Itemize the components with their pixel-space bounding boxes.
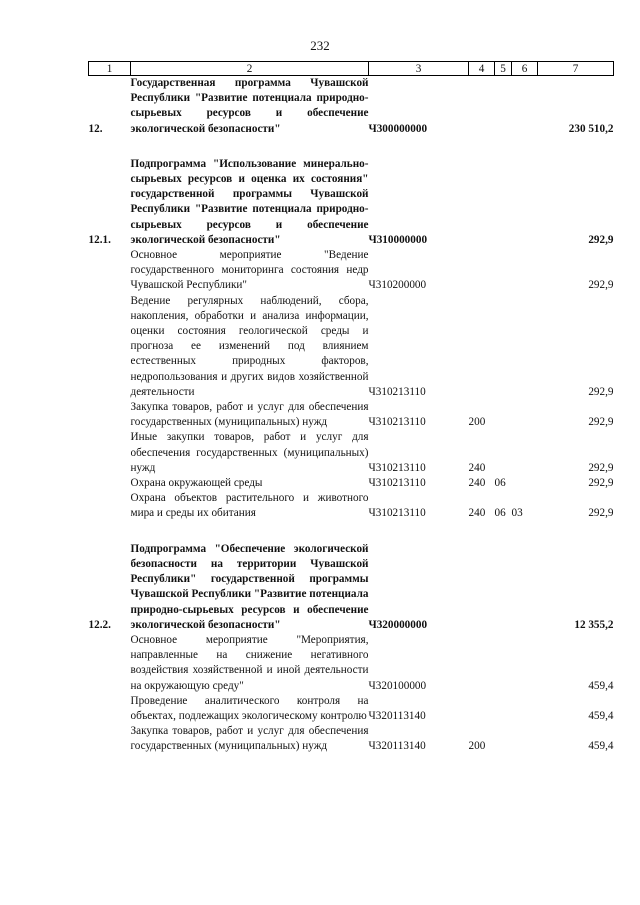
section-code: 06: [494, 477, 506, 490]
section-code: [495, 294, 512, 400]
row-description: Закупка товаров, работ и услуг для обеспечения государственных (муниципальных) нужд: [130, 401, 369, 429]
row-amount: 292,9: [588, 477, 614, 490]
row-description: Ведение регулярных наблюдений, сбора, накопления, обработки и анализа информации, оценки состояния геологической среды и прогноза ее изменений под влиянием естественных природных факторов, недропользования и других видов хозяйственной деятельности: [130, 294, 369, 398]
row-amount: 12 355,2: [574, 618, 614, 631]
table-row: [89, 157, 614, 248]
row-number: 12.1.: [88, 233, 111, 246]
column-number-header: [89, 62, 614, 76]
row-description: Охрана окружающей среды: [130, 477, 263, 490]
expense-type-code: [469, 633, 495, 694]
section-code: [495, 400, 512, 430]
row-amount: 292,9: [588, 279, 614, 292]
expense-type-code: 200: [468, 740, 486, 753]
row-number: 12.2.: [88, 618, 111, 631]
expense-type-code: [469, 76, 495, 137]
section-code: [495, 76, 512, 137]
target-article-code: Ч320113140: [368, 740, 426, 753]
row-description: Основное мероприятие "Ведение государственного мониторинга состояния недр Чувашской Республики": [130, 249, 369, 292]
target-article-code: Ч310213110: [368, 477, 426, 490]
table-row: [89, 294, 614, 400]
target-article-code: Ч310213110: [368, 507, 426, 520]
section-code: [495, 694, 512, 724]
row-amount: 292,9: [588, 416, 614, 429]
expense-type-code: 200: [468, 416, 486, 429]
table-row: [89, 724, 614, 754]
expense-type-code: [469, 542, 495, 633]
table-row: [89, 476, 614, 491]
row-amount: 292,9: [588, 233, 614, 246]
expense-type-code: [469, 248, 495, 294]
column-header: 1: [89, 62, 131, 76]
subsection-code: [512, 724, 538, 754]
table-row: [89, 491, 614, 521]
subsection-code: [512, 400, 538, 430]
row-amount: 230 510,2: [568, 122, 614, 135]
subsection-code: [512, 633, 538, 694]
budget-table: [88, 61, 614, 755]
target-article-code: Ч310000000: [368, 233, 428, 246]
row-description: Охрана объектов растительного и животного мира и среды их обитания: [130, 492, 369, 520]
expense-type-code: 240: [468, 507, 486, 520]
column-header: 6: [512, 62, 538, 76]
section-code: [495, 248, 512, 294]
section-code: 06: [494, 507, 506, 520]
table-row: [89, 633, 614, 694]
row-number: [89, 294, 131, 400]
target-article-code: Ч310200000: [368, 279, 427, 292]
row-amount: 292,9: [588, 461, 614, 474]
section-code: [495, 724, 512, 754]
row-number: [89, 633, 131, 694]
section-code: [495, 542, 512, 633]
row-number: [89, 430, 131, 476]
row-description: Подпрограмма "Обеспечение экологической безопасности на территории Чувашской Республики" государственной программы Чувашской Республики "Развитие потенциала природно-сырьевых ресурсов и обеспечение экологической безопасности": [130, 542, 369, 631]
column-header: 7: [538, 62, 614, 76]
row-number: [89, 491, 131, 521]
target-article-code: Ч320100000: [368, 679, 427, 692]
subsection-code: 03: [511, 507, 523, 520]
column-header: 4: [469, 62, 495, 76]
table-row: [89, 400, 614, 430]
row-description: Иные закупки товаров, работ и услуг для обеспечения государственных (муниципальных) нужд: [130, 431, 369, 474]
column-header: 3: [369, 62, 469, 76]
row-description: Государственная программа Чувашской Республики "Развитие потенциала природно-сырьевых ресурсов и обеспечение экологической безопасности": [130, 77, 369, 135]
row-description: Подпрограмма "Использование минерально-сырьевых ресурсов и оценка их состояния" государственной программы Чувашской Республики "Развитие потенциала природно-сырьевых ресурсов и обеспечение экологической безопасности": [130, 157, 369, 246]
expense-type-code: [469, 694, 495, 724]
row-number: [89, 248, 131, 294]
table-row: [89, 248, 614, 294]
subsection-code: [512, 248, 538, 294]
subsection-code: [512, 476, 538, 491]
table-row: [89, 694, 614, 724]
column-header: 2: [131, 62, 369, 76]
row-number: [89, 400, 131, 430]
row-description: Проведение аналитического контроля на объектах, подлежащих экологическому контролю: [130, 694, 369, 722]
table-row: [89, 76, 614, 137]
subsection-code: [512, 542, 538, 633]
table-row: [89, 542, 614, 633]
row-amount: 459,4: [588, 740, 614, 753]
expense-type-code: [469, 157, 495, 248]
column-header: 5: [495, 62, 512, 76]
target-article-code: Ч320113140: [368, 709, 426, 722]
row-amount: 292,9: [588, 507, 614, 520]
row-amount: 459,4: [588, 709, 614, 722]
row-description: Основное мероприятие "Мероприятия, направленные на снижение негативного воздействия хозяйственной и иной деятельности на окружающую среду": [130, 633, 369, 692]
row-description: Закупка товаров, работ и услуг для обеспечения государственных (муниципальных) нужд: [130, 725, 369, 753]
section-code: [495, 157, 512, 248]
expense-type-code: 240: [468, 461, 486, 474]
row-number: 12.: [88, 122, 103, 135]
subsection-code: [512, 294, 538, 400]
row-amount: 292,9: [588, 385, 614, 398]
subsection-code: [512, 76, 538, 137]
subsection-code: [512, 157, 538, 248]
row-amount: 459,4: [588, 679, 614, 692]
target-article-code: Ч300000000: [368, 122, 428, 135]
row-number: [89, 694, 131, 724]
section-code: [495, 430, 512, 476]
subsection-code: [512, 694, 538, 724]
target-article-code: Ч310213110: [368, 461, 426, 474]
row-spacer: [89, 522, 614, 542]
table-row: [89, 430, 614, 476]
section-code: [495, 633, 512, 694]
expense-type-code: 240: [468, 477, 486, 490]
target-article-code: Ч310213110: [368, 385, 426, 398]
row-number: [89, 476, 131, 491]
row-number: [89, 724, 131, 754]
target-article-code: Ч310213110: [368, 416, 426, 429]
subsection-code: [512, 430, 538, 476]
row-spacer: [89, 137, 614, 157]
page-number: 232: [310, 38, 330, 53]
expense-type-code: [469, 294, 495, 400]
target-article-code: Ч320000000: [368, 618, 428, 631]
